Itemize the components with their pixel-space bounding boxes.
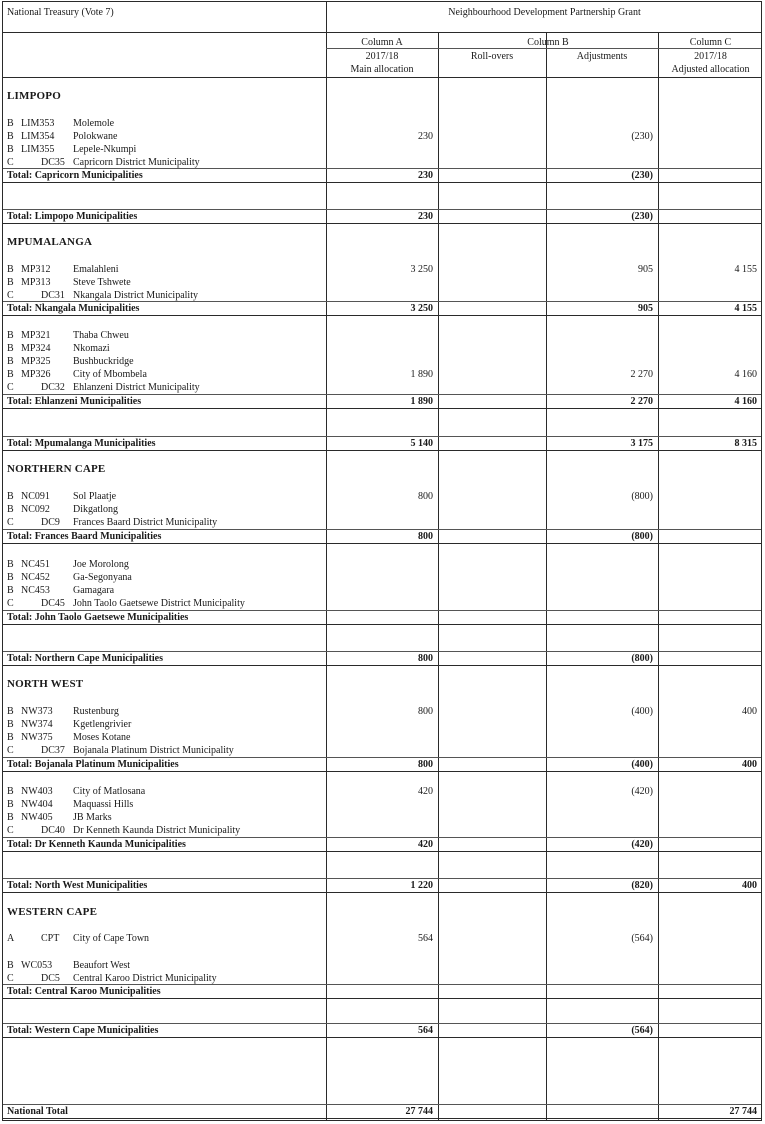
municipality-name: Gamagara [73, 585, 115, 596]
header-rule-2 [326, 48, 761, 49]
municipality-code: MP326 [21, 369, 51, 380]
municipality-code: NC451 [21, 559, 50, 570]
municipality-category: C [7, 745, 14, 756]
header-rule-1 [3, 32, 761, 33]
municipality-category: B [7, 960, 14, 971]
region-heading: NORTH WEST [7, 678, 84, 690]
total-rule-bottom [3, 892, 761, 893]
municipality-name: Bojanala Platinum District Municipality [73, 745, 234, 756]
municipality-name: Ehlanzeni District Municipality [73, 382, 200, 393]
adjustment-value: (230) [631, 131, 653, 142]
municipality-category: B [7, 719, 14, 730]
municipality-category: B [7, 572, 14, 583]
municipality-row [7, 718, 322, 731]
municipality-code: NW374 [21, 719, 53, 730]
municipality-category: B [7, 356, 14, 367]
municipality-row [7, 263, 322, 276]
municipality-row [7, 705, 322, 718]
adjustment-value: (400) [631, 706, 653, 717]
grant-title: Neighbourhood Development Partnership Grant [448, 7, 641, 18]
municipality-row [7, 798, 322, 811]
col-c-subtitle: Adjusted allocation [671, 64, 750, 75]
municipality-code: DC37 [41, 745, 65, 756]
municipality-category: A [7, 933, 15, 944]
municipality-row [7, 932, 322, 945]
adjusted-allocation-value: 400 [742, 759, 757, 770]
main-allocation-value: 420 [418, 839, 433, 850]
total-rule-bottom [3, 182, 761, 183]
main-allocation-value: 1 220 [410, 880, 433, 891]
adjustment-value: (420) [631, 786, 653, 797]
municipality-name: JB Marks [73, 812, 112, 823]
municipality-code: LIM354 [21, 131, 55, 142]
municipality-name: John Taolo Gaetsewe District Municipality [73, 598, 245, 609]
total-label: Total: Bojanala Platinum Municipalities [7, 759, 179, 770]
municipality-row [7, 558, 322, 571]
main-allocation-value: 230 [418, 131, 433, 142]
col-a-year: 2017/18 [365, 51, 399, 62]
municipality-code: DC31 [41, 290, 65, 301]
header-rule-3 [3, 77, 761, 78]
municipality-category: B [7, 131, 14, 142]
total-label: Total: North West Municipalities [7, 880, 148, 891]
municipality-row [7, 731, 322, 744]
municipality-category: B [7, 144, 14, 155]
municipality-name: Polokwane [73, 131, 118, 142]
municipality-name: Emalahleni [73, 264, 119, 275]
municipality-category: B [7, 559, 14, 570]
municipality-row [7, 130, 322, 143]
municipality-code: DC40 [41, 825, 65, 836]
col-c-label: Column C [689, 37, 732, 48]
adjustment-value: 905 [638, 303, 653, 314]
adjusted-allocation-value: 400 [742, 880, 757, 891]
total-label: Total: John Taolo Gaetsewe Municipalities [7, 612, 189, 623]
municipality-code: DC9 [41, 517, 60, 528]
municipality-name: Rustenburg [73, 706, 119, 717]
total-label: Total: Dr Kenneth Kaunda Municipalities [7, 839, 186, 850]
adjusted-allocation-value: 4 155 [734, 264, 757, 275]
municipality-name: Nkangala District Municipality [73, 290, 198, 301]
municipality-row [7, 342, 322, 355]
adjustment-value: (400) [631, 759, 653, 770]
municipality-name: City of Cape Town [73, 933, 150, 944]
municipality-name: Beaufort West [73, 960, 131, 971]
municipality-category: B [7, 504, 14, 515]
total-label: Total: Limpopo Municipalities [7, 211, 138, 222]
main-allocation-value: 5 140 [410, 438, 433, 449]
total-label: Total: Mpumalanga Municipalities [7, 438, 156, 449]
region-heading: NORTHERN CAPE [7, 463, 106, 475]
municipality-category: B [7, 330, 14, 341]
municipality-row [7, 584, 322, 597]
municipality-name: Nkomazi [73, 343, 110, 354]
total-rule-bottom [3, 771, 761, 772]
adjustment-value: (230) [631, 211, 653, 222]
total-rule-top [3, 1104, 761, 1105]
main-allocation-value: 1 890 [410, 369, 433, 380]
adjustment-value: (420) [631, 839, 653, 850]
municipality-category: B [7, 369, 14, 380]
main-allocation-value: 800 [418, 759, 433, 770]
municipality-code: NW403 [21, 786, 53, 797]
municipality-code: NW375 [21, 732, 53, 743]
municipality-name: Ga-Segonyana [73, 572, 132, 583]
total-rule-bottom [3, 624, 761, 625]
municipality-category: C [7, 973, 14, 984]
total-rule-bottom [3, 450, 761, 451]
main-allocation-value: 27 744 [405, 1106, 433, 1117]
municipality-row [7, 597, 322, 610]
municipality-name: Thaba Chweu [73, 330, 129, 341]
col-divider-adjustments [546, 33, 547, 1120]
municipality-code: NW404 [21, 799, 53, 810]
col-b-label: Column B [527, 37, 569, 48]
municipality-category: B [7, 277, 14, 288]
total-label: Total: Central Karoo Municipalities [7, 986, 161, 997]
municipality-code: DC32 [41, 382, 65, 393]
total-rule-bottom [3, 1118, 761, 1119]
municipality-name: Steve Tshwete [73, 277, 131, 288]
adjustment-value: (230) [631, 170, 653, 181]
col-divider-rollovers [438, 33, 439, 1120]
municipality-category: C [7, 598, 14, 609]
municipality-name: Capricorn District Municipality [73, 157, 200, 168]
municipality-name: Lepele-Nkumpi [73, 144, 137, 155]
municipality-row [7, 516, 322, 529]
municipality-name: Bushbuckridge [73, 356, 134, 367]
municipality-category: C [7, 157, 14, 168]
total-label: Total: Capricorn Municipalities [7, 170, 143, 181]
municipality-row [7, 785, 322, 798]
municipality-row [7, 824, 322, 837]
adjusted-allocation-value: 400 [742, 706, 757, 717]
municipality-code: DC35 [41, 157, 65, 168]
total-rule-bottom [3, 851, 761, 852]
adjustment-value: (564) [631, 1025, 653, 1036]
total-label: Total: Nkangala Municipalities [7, 303, 140, 314]
adjusted-allocation-value: 27 744 [729, 1106, 757, 1117]
municipality-code: LIM353 [21, 118, 55, 129]
total-rule-bottom [3, 543, 761, 544]
main-allocation-value: 1 890 [410, 396, 433, 407]
col-divider-c [658, 33, 659, 1120]
total-rule-bottom [3, 998, 761, 999]
municipality-code: MP313 [21, 277, 51, 288]
total-rule-bottom [3, 223, 761, 224]
municipality-row [7, 117, 322, 130]
total-rule-bottom [3, 408, 761, 409]
municipality-row [7, 381, 322, 394]
municipality-code: DC5 [41, 973, 60, 984]
main-allocation-value: 564 [418, 933, 433, 944]
municipality-code: NW373 [21, 706, 53, 717]
total-rule-bottom [3, 665, 761, 666]
municipality-name: Central Karoo District Municipality [73, 973, 217, 984]
municipality-row [7, 355, 322, 368]
municipality-name: Frances Baard District Municipality [73, 517, 218, 528]
municipality-name: Joe Morolong [73, 559, 129, 570]
municipality-category: B [7, 491, 14, 502]
municipality-code: NC091 [21, 491, 50, 502]
municipality-row [7, 329, 322, 342]
main-allocation-value: 420 [418, 786, 433, 797]
adjustment-value: 905 [638, 264, 653, 275]
col-b-rollovers: Roll-overs [470, 51, 514, 62]
municipality-name: Kgetlengrivier [73, 719, 132, 730]
total-label: Total: Ehlanzeni Municipalities [7, 396, 142, 407]
municipality-row [7, 368, 322, 381]
adjustment-value: 2 270 [630, 396, 653, 407]
total-label: Total: Frances Baard Municipalities [7, 531, 162, 542]
main-allocation-value: 800 [418, 531, 433, 542]
main-allocation-value: 800 [418, 491, 433, 502]
municipality-code: NC453 [21, 585, 50, 596]
allocation-table [2, 1, 762, 1121]
main-allocation-value: 564 [418, 1025, 433, 1036]
municipality-category: B [7, 706, 14, 717]
municipality-row [7, 490, 322, 503]
adjusted-allocation-value: 8 315 [734, 438, 757, 449]
municipality-category: C [7, 382, 14, 393]
municipality-code: MP312 [21, 264, 51, 275]
municipality-category: B [7, 343, 14, 354]
municipality-name: City of Matlosana [73, 786, 146, 797]
municipality-code: LIM355 [21, 144, 55, 155]
adjustment-value: (800) [631, 653, 653, 664]
adjustment-value: (564) [631, 933, 653, 944]
municipality-category: C [7, 825, 14, 836]
region-heading: WESTERN CAPE [7, 906, 98, 918]
municipality-name: Maquassi Hills [73, 799, 134, 810]
region-heading: LIMPOPO [7, 90, 61, 102]
municipality-category: C [7, 517, 14, 528]
municipality-row [7, 811, 322, 824]
col-a-label: Column A [361, 37, 403, 48]
municipality-code: MP325 [21, 356, 51, 367]
region-heading: MPUMALANGA [7, 236, 93, 248]
municipality-row [7, 959, 322, 972]
municipality-code: MP324 [21, 343, 51, 354]
municipality-name: City of Mbombela [73, 369, 147, 380]
municipality-category: B [7, 732, 14, 743]
municipality-category: B [7, 812, 14, 823]
col-b-adjustments: Adjustments [576, 51, 628, 62]
municipality-category: B [7, 585, 14, 596]
municipality-category: C [7, 290, 14, 301]
total-rule-bottom [3, 315, 761, 316]
municipality-code: NW405 [21, 812, 53, 823]
col-divider-a [326, 2, 327, 1120]
municipality-code: CPT [41, 933, 60, 944]
total-label: Total: Northern Cape Municipalities [7, 653, 164, 664]
adjusted-allocation-value: 4 160 [734, 396, 757, 407]
municipality-category: B [7, 799, 14, 810]
adjustment-value: (820) [631, 880, 653, 891]
adjustment-value: 3 175 [630, 438, 653, 449]
municipality-name: Molemole [73, 118, 115, 129]
main-allocation-value: 230 [418, 170, 433, 181]
municipality-code: MP321 [21, 330, 51, 341]
municipality-code: DC45 [41, 598, 65, 609]
main-allocation-value: 230 [418, 211, 433, 222]
main-allocation-value: 3 250 [410, 264, 433, 275]
municipality-category: B [7, 118, 14, 129]
adjustment-value: 2 270 [630, 369, 653, 380]
total-rule-bottom [3, 1037, 761, 1038]
municipality-name: Dikgatlong [73, 504, 118, 515]
municipality-name: Sol Plaatje [73, 491, 117, 502]
municipality-row [7, 503, 322, 516]
municipality-row [7, 143, 322, 156]
main-allocation-value: 800 [418, 706, 433, 717]
municipality-code: NC092 [21, 504, 50, 515]
adjusted-allocation-value: 4 155 [734, 303, 757, 314]
vote-title: National Treasury (Vote 7) [7, 7, 114, 18]
municipality-category: B [7, 786, 14, 797]
municipality-code: WC053 [21, 960, 53, 971]
municipality-category: B [7, 264, 14, 275]
municipality-name: Moses Kotane [73, 732, 131, 743]
municipality-row [7, 744, 322, 757]
col-c-year: 2017/18 [694, 51, 727, 62]
municipality-code: NC452 [21, 572, 50, 583]
municipality-name: Dr Kenneth Kaunda District Municipality [73, 825, 241, 836]
col-a-subtitle: Main allocation [350, 64, 414, 75]
adjustment-value: (800) [631, 491, 653, 502]
main-allocation-value: 3 250 [410, 303, 433, 314]
adjustment-value: (800) [631, 531, 653, 542]
total-label: National Total [7, 1106, 68, 1117]
municipality-row [7, 276, 322, 289]
main-allocation-value: 800 [418, 653, 433, 664]
total-label: Total: Western Cape Municipalities [7, 1025, 159, 1036]
adjusted-allocation-value: 4 160 [734, 369, 757, 380]
municipality-row [7, 571, 322, 584]
